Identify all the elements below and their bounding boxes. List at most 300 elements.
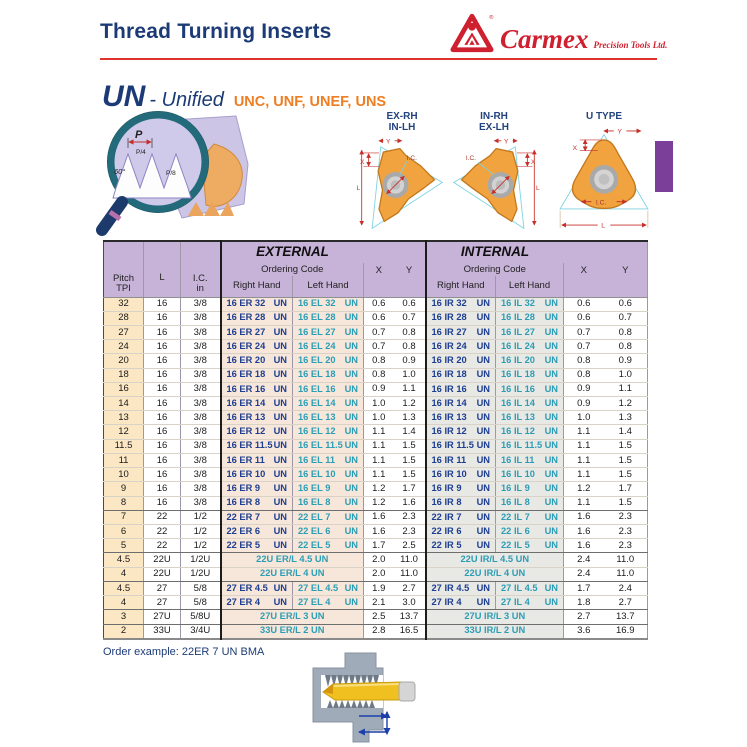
int-code-cell: 27U IR/L 3 UN <box>426 610 564 624</box>
int-right-hand-cell: 16 IR 16 UN <box>426 382 496 396</box>
ic-cell: 3/8 <box>181 425 221 439</box>
int-x-cell: 1.6 <box>564 539 604 553</box>
int-x-cell: 0.6 <box>564 311 604 325</box>
int-left-hand-cell: 16 IL 10 UN <box>496 468 564 482</box>
table-row <box>104 354 648 368</box>
l-cell: 16 <box>144 453 181 467</box>
int-left-hand-cell: 16 IL 24 UN <box>496 340 564 354</box>
l-cell: 16 <box>144 354 181 368</box>
ext-x-cell: 1.2 <box>364 482 394 496</box>
l-cell: 22 <box>144 510 181 524</box>
l-cell: 27U <box>144 610 181 624</box>
table-body <box>104 297 648 639</box>
int-y-cell: 1.5 <box>604 496 648 510</box>
ic-cell: 1/2 <box>181 510 221 524</box>
ext-x-cell: 1.7 <box>364 539 394 553</box>
ic-cell: 3/8 <box>181 368 221 382</box>
ext-y-cell: 2.3 <box>394 510 426 524</box>
section-header-internal-filler <box>564 241 648 263</box>
pitch-cell: 13 <box>104 411 144 425</box>
catalog-section-tab <box>655 141 673 192</box>
ext-y-cell: 0.8 <box>394 340 426 354</box>
inserts-table <box>103 240 648 640</box>
ext-right-hand-cell: 16 ER 9 UN <box>221 482 293 496</box>
l-cell: 16 <box>144 368 181 382</box>
pitch-cell: 4 <box>104 596 144 610</box>
ext-right-hand-cell: 22 ER 6 UN <box>221 525 293 539</box>
int-y-cell: 0.6 <box>604 297 648 311</box>
dim-ic-label: I.C. <box>595 199 607 207</box>
ic-cell: 3/4U <box>181 624 221 639</box>
insert-in-label-line2: EX-LH <box>479 122 509 133</box>
int-x-cell: 1.1 <box>564 439 604 453</box>
ext-right-hand-cell: 16 ER 16 UN <box>221 382 293 396</box>
pitch-cell: 4.5 <box>104 553 144 567</box>
ic-cell: 5/8 <box>181 581 221 595</box>
ext-left-hand-cell: 16 EL 16 UN <box>293 382 364 396</box>
ic-cell: 1/2U <box>181 567 221 581</box>
ic-cell: 5/8 <box>181 596 221 610</box>
col-header-int-right-hand: Right Hand <box>426 276 496 297</box>
insert-ex-label-line2: IN-LH <box>388 122 416 133</box>
series-name: - Unified <box>149 89 224 111</box>
ic-cell: 3/8 <box>181 325 221 339</box>
dim-y-label: Y <box>617 128 622 136</box>
int-right-hand-cell: 16 IR 12 UN <box>426 425 496 439</box>
ic-cell: 3/8 <box>181 453 221 467</box>
ic-cell: 3/8 <box>181 411 221 425</box>
ext-x-cell: 0.8 <box>364 368 394 382</box>
ext-left-hand-cell: 27 EL 4.5 UN <box>293 581 364 595</box>
ic-cell: 1/2 <box>181 525 221 539</box>
int-y-cell: 2.3 <box>604 510 648 524</box>
threading-operation-illustration <box>303 642 433 744</box>
ext-x-cell: 1.1 <box>364 453 394 467</box>
int-right-hand-cell: 16 IR 10 UN <box>426 468 496 482</box>
int-x-cell: 3.6 <box>577 625 591 637</box>
ext-y-cell: 1.4 <box>394 425 426 439</box>
table-row <box>104 340 648 354</box>
int-y-cell: 1.1 <box>604 382 648 396</box>
l-cell: 27 <box>144 581 181 595</box>
ext-left-hand-cell: 16 EL 18 UN <box>293 368 364 382</box>
ext-x-cell: 1.1 <box>364 439 394 453</box>
int-x-cell: 1.1 <box>564 496 604 510</box>
ext-x-cell: 0.7 <box>364 325 394 339</box>
ext-y-cell: 1.5 <box>394 439 426 453</box>
ext-left-hand-cell: 16 EL 11.5 UN <box>293 439 364 453</box>
int-y-cell: 0.7 <box>604 311 648 325</box>
col-header-int-x: X <box>564 263 604 297</box>
ext-x-cell: 2.8 <box>372 625 386 637</box>
int-left-hand-cell: 22 IL 5 UN <box>496 539 564 553</box>
l-cell: 16 <box>144 468 181 482</box>
int-right-hand-cell: 16 IR 20 UN <box>426 354 496 368</box>
int-x-cell: 1.0 <box>564 411 604 425</box>
col-header-ic: I.C. in <box>181 241 221 297</box>
int-code-cell: 33U IR/L 2 UN <box>426 624 564 639</box>
int-y-cell: 0.9 <box>604 354 648 368</box>
int-code-cell: 22U IR/L 4.5 UN <box>426 553 564 567</box>
ic-cell: 3/8 <box>181 439 221 453</box>
int-left-hand-cell: 22 IL 6 UN <box>496 525 564 539</box>
ic-cell: 3/8 <box>181 496 221 510</box>
ext-left-hand-cell: 16 EL 13 UN <box>293 411 364 425</box>
ic-cell: 3/8 <box>181 397 221 411</box>
int-x-cell: 0.8 <box>564 354 604 368</box>
ext-left-hand-cell: 16 EL 27 UN <box>293 325 364 339</box>
table-row <box>104 382 648 396</box>
ext-code-cell: 33U ER/L 2 UN <box>221 624 364 639</box>
col-header-int-y: Y <box>604 263 648 297</box>
l-cell: 16 <box>144 382 181 396</box>
ext-x-cell: 2.1 <box>364 596 394 610</box>
int-y-cell: 2.3 <box>604 525 648 539</box>
int-right-hand-cell: 16 IR 24 UN <box>426 340 496 354</box>
pitch-cell: 20 <box>104 354 144 368</box>
int-x-cell: 0.6 <box>564 297 604 311</box>
int-y-cell: 2.4 <box>604 581 648 595</box>
int-y-cell: 16.9 <box>604 624 648 639</box>
ext-y-cell: 1.5 <box>394 453 426 467</box>
int-left-hand-cell: 27 IL 4 UN <box>496 596 564 610</box>
ext-y-cell: 13.7 <box>394 610 426 624</box>
l-cell: 16 <box>144 340 181 354</box>
ext-right-hand-cell: 16 ER 28 UN <box>221 311 293 325</box>
ext-y-cell: 2.7 <box>394 581 426 595</box>
ext-x-cell: 1.0 <box>364 397 394 411</box>
insert-ex-drawing <box>350 133 454 237</box>
l-cell: 22U <box>144 553 181 567</box>
ext-left-hand-cell: 16 EL 28 UN <box>293 311 364 325</box>
thread-profile-illustration <box>96 106 266 238</box>
int-x-cell: 0.7 <box>564 325 604 339</box>
ext-y-cell: 1.6 <box>394 496 426 510</box>
dim-ic-label: I.C. <box>406 154 417 162</box>
col-header-ext-x: X <box>364 263 394 297</box>
int-left-hand-cell: 16 IL 11.5 UN <box>496 439 564 453</box>
int-left-hand-cell: 16 IL 13 UN <box>496 411 564 425</box>
l-cell: 16 <box>144 425 181 439</box>
table-row <box>104 468 648 482</box>
ext-x-cell: 0.9 <box>364 382 394 396</box>
ic-cell: 3/8 <box>181 297 221 311</box>
pitch-cell: 3 <box>104 610 144 624</box>
int-y-cell: 0.8 <box>604 325 648 339</box>
ext-right-hand-cell: 22 ER 5 UN <box>221 539 293 553</box>
pitch-cell: 28 <box>104 311 144 325</box>
ext-left-hand-cell: 16 EL 12 UN <box>293 425 364 439</box>
ic-cell: 1/2 <box>181 539 221 553</box>
ext-x-cell: 2.0 <box>364 553 394 567</box>
pitch-cell: 7 <box>104 510 144 524</box>
int-left-hand-cell: 16 IL 11 UN <box>496 453 564 467</box>
table-row <box>104 325 648 339</box>
ext-x-cell: 1.1 <box>364 425 394 439</box>
int-y-cell: 1.2 <box>604 397 648 411</box>
int-x-cell: 1.6 <box>564 510 604 524</box>
col-header-ordering-code-external: Ordering Code <box>221 263 364 276</box>
header-row-sections <box>104 241 648 263</box>
pitch-cell: 4.5 <box>104 581 144 595</box>
l-cell: 33U <box>144 624 181 639</box>
page-title: Thread Turning Inserts <box>100 20 332 43</box>
pitch-cell: 4 <box>104 567 144 581</box>
col-header-int-left-hand: Left Hand <box>496 276 564 297</box>
ext-left-hand-cell: 16 EL 10 UN <box>293 468 364 482</box>
ext-x-cell: 1.1 <box>364 468 394 482</box>
l-cell: 16 <box>144 482 181 496</box>
insert-u-drawing <box>550 122 658 234</box>
dim-ic-label: I.C. <box>465 154 476 162</box>
pitch-cell: 11 <box>104 453 144 467</box>
pitch-cell: 24 <box>104 340 144 354</box>
ext-x-cell: 1.2 <box>364 496 394 510</box>
int-left-hand-cell: 16 IL 14 UN <box>496 397 564 411</box>
insert-diagram-u-type <box>549 111 659 239</box>
dim-l-label: L <box>601 222 606 230</box>
insert-diagram-internal <box>441 111 547 242</box>
ext-right-hand-cell: 16 ER 24 UN <box>221 340 293 354</box>
int-right-hand-cell: 16 IR 11.5 UN <box>426 439 496 453</box>
carmex-logo <box>450 12 667 53</box>
ext-x-cell: 1.0 <box>364 411 394 425</box>
col-header-ext-right-hand: Right Hand <box>221 276 293 297</box>
insert-diagram-external <box>349 111 455 242</box>
series-code: UN <box>102 80 146 113</box>
ext-y-cell: 1.1 <box>394 382 426 396</box>
dim-l-label: L <box>356 185 361 193</box>
ic-cell: 3/8 <box>181 354 221 368</box>
int-left-hand-cell: 16 IL 9 UN <box>496 482 564 496</box>
int-x-cell: 1.6 <box>564 525 604 539</box>
int-y-cell: 13.7 <box>604 610 648 624</box>
int-y-cell: 1.7 <box>604 482 648 496</box>
int-y-cell: 11.0 <box>604 553 648 567</box>
int-y-cell: 11.0 <box>604 567 648 581</box>
int-y-cell: 0.8 <box>604 340 648 354</box>
ext-y-cell: 1.2 <box>394 397 426 411</box>
int-left-hand-cell: 16 IL 16 UN <box>496 382 564 396</box>
table-row <box>104 567 648 581</box>
int-left-hand-cell: 16 IL 28 UN <box>496 311 564 325</box>
ext-right-hand-cell: 16 ER 32 UN <box>221 297 293 311</box>
ext-y-cell: 11.0 <box>394 553 426 567</box>
int-x-cell: 2.4 <box>564 567 604 581</box>
registered-mark: ® <box>489 15 494 22</box>
section-header-external: EXTERNAL <box>221 241 364 263</box>
l-cell: 16 <box>144 397 181 411</box>
int-x-cell: 1.2 <box>564 482 604 496</box>
pitch-cell: 32 <box>104 297 144 311</box>
ext-y-cell: 1.3 <box>394 411 426 425</box>
ext-x-cell: 0.6 <box>364 297 394 311</box>
int-left-hand-cell: 27 IL 4.5 UN <box>496 581 564 595</box>
pitch-cell: 11.5 <box>104 439 144 453</box>
int-right-hand-cell: 16 IR 14 UN <box>426 397 496 411</box>
int-right-hand-cell: 16 IR 11 UN <box>426 453 496 467</box>
int-right-hand-cell: 22 IR 6 UN <box>426 525 496 539</box>
int-right-hand-cell: 27 IR 4.5 UN <box>426 581 496 595</box>
int-left-hand-cell: 22 IL 7 UN <box>496 510 564 524</box>
dim-x-label: X <box>572 144 578 152</box>
ext-x-cell: 2.0 <box>364 567 394 581</box>
ext-right-hand-cell: 16 ER 18 UN <box>221 368 293 382</box>
ic-cell: 3/8 <box>181 340 221 354</box>
int-x-cell: 1.1 <box>564 425 604 439</box>
pitch-cell: 9 <box>104 482 144 496</box>
carmex-logo-icon <box>450 12 494 53</box>
int-x-cell: 0.7 <box>564 340 604 354</box>
int-left-hand-cell: 16 IL 20 UN <box>496 354 564 368</box>
ext-code-cell: 22U ER/L 4 UN <box>221 567 364 581</box>
col-header-ext-left-hand: Left Hand <box>293 276 364 297</box>
dim-p4-label: P/4 <box>136 149 146 156</box>
pitch-cell: 6 <box>104 525 144 539</box>
table-row <box>104 496 648 510</box>
pitch-cell: 12 <box>104 425 144 439</box>
insert-u-label: U TYPE <box>585 111 623 122</box>
int-right-hand-cell: 16 IR 9 UN <box>426 482 496 496</box>
ext-y-cell: 0.7 <box>394 311 426 325</box>
table-row <box>104 439 648 453</box>
ext-left-hand-cell: 16 EL 8 UN <box>293 496 364 510</box>
table-row <box>104 425 648 439</box>
int-x-cell: 2.7 <box>564 610 604 624</box>
ext-right-hand-cell: 16 ER 11 UN <box>221 453 293 467</box>
ext-x-cell: 1.6 <box>364 525 394 539</box>
ext-right-hand-cell: 27 ER 4 UN <box>221 596 293 610</box>
brand-tagline: Precision Tools Ltd. <box>593 40 668 50</box>
int-y-cell: 2.3 <box>604 539 648 553</box>
ext-right-hand-cell: 22 ER 7 UN <box>221 510 293 524</box>
int-x-cell: 1.1 <box>564 468 604 482</box>
table-row <box>104 411 648 425</box>
ext-y-cell: 3.0 <box>394 596 426 610</box>
ext-left-hand-cell: 16 EL 24 UN <box>293 340 364 354</box>
ext-y-cell: 0.8 <box>394 325 426 339</box>
table-row <box>104 525 648 539</box>
int-y-cell: 1.0 <box>604 368 648 382</box>
ic-cell: 3/8 <box>181 382 221 396</box>
ext-y-cell: 0.6 <box>394 297 426 311</box>
table-row <box>104 510 648 524</box>
col-header-pitch: Pitch TPI <box>104 241 144 297</box>
int-left-hand-cell: 16 IL 27 UN <box>496 325 564 339</box>
int-x-cell: 1.8 <box>564 596 604 610</box>
ext-y-cell: 0.9 <box>394 354 426 368</box>
l-cell: 16 <box>144 496 181 510</box>
ext-left-hand-cell: 16 EL 11 UN <box>293 453 364 467</box>
table-row <box>104 297 648 311</box>
int-code-cell: 22U IR/L 4 UN <box>426 567 564 581</box>
int-x-cell: 1.1 <box>564 453 604 467</box>
pitch-cell: 14 <box>104 397 144 411</box>
int-x-cell: 2.4 <box>564 553 604 567</box>
pitch-cell: 18 <box>104 368 144 382</box>
section-header-external-filler <box>364 241 426 263</box>
l-cell: 27 <box>144 596 181 610</box>
ext-right-hand-cell: 16 ER 14 UN <box>221 397 293 411</box>
ext-left-hand-cell: 22 EL 6 UN <box>293 525 364 539</box>
ext-x-cell: 1.9 <box>364 581 394 595</box>
dim-y-label: Y <box>503 138 509 146</box>
int-x-cell: 0.9 <box>564 382 604 396</box>
pitch-cell: 16 <box>104 382 144 396</box>
ext-x-cell: 1.6 <box>364 510 394 524</box>
col-header-ordering-code-internal: Ordering Code <box>426 263 564 276</box>
ext-left-hand-cell: 27 EL 4 UN <box>293 596 364 610</box>
ext-x-cell: 0.6 <box>364 311 394 325</box>
table-row <box>104 539 648 553</box>
ext-left-hand-cell: 16 EL 9 UN <box>293 482 364 496</box>
brand-name: Carmex <box>500 24 589 54</box>
table-row <box>104 596 648 610</box>
ext-y-cell: 16.5 <box>394 624 426 639</box>
ext-x-cell: 0.7 <box>364 340 394 354</box>
table-row <box>104 311 648 325</box>
int-left-hand-cell: 16 IL 32 UN <box>496 297 564 311</box>
l-cell: 16 <box>144 411 181 425</box>
l-cell: 22 <box>144 525 181 539</box>
int-y-cell: 2.7 <box>604 596 648 610</box>
table-row <box>104 610 648 624</box>
int-right-hand-cell: 16 IR 27 UN <box>426 325 496 339</box>
ext-x-cell: 0.8 <box>364 354 394 368</box>
int-right-hand-cell: 16 IR 28 UN <box>426 311 496 325</box>
int-y-cell: 1.5 <box>604 453 648 467</box>
ext-right-hand-cell: 16 ER 13 UN <box>221 411 293 425</box>
ext-y-cell: 1.0 <box>394 368 426 382</box>
col-header-l: L <box>144 241 181 297</box>
pitch-cell: 10 <box>104 468 144 482</box>
int-y-cell: 1.3 <box>604 411 648 425</box>
pitch-cell: 27 <box>104 325 144 339</box>
table-row <box>104 397 648 411</box>
ext-right-hand-cell: 16 ER 27 UN <box>221 325 293 339</box>
dim-p-label: P <box>135 129 143 141</box>
table-row <box>104 368 648 382</box>
ext-code-cell: 22U ER/L 4.5 UN <box>221 553 364 567</box>
pitch-cell: 8 <box>104 496 144 510</box>
table-row <box>104 482 648 496</box>
int-right-hand-cell: 16 IR 32 UN <box>426 297 496 311</box>
int-y-cell: 1.4 <box>604 425 648 439</box>
ext-right-hand-cell: 16 ER 20 UN <box>221 354 293 368</box>
int-y-cell: 1.5 <box>604 468 648 482</box>
insert-in-drawing <box>442 133 546 237</box>
l-cell: 16 <box>144 311 181 325</box>
l-cell: 16 <box>144 325 181 339</box>
int-right-hand-cell: 16 IR 8 UN <box>426 496 496 510</box>
int-x-cell: 0.9 <box>564 397 604 411</box>
int-right-hand-cell: 22 IR 7 UN <box>426 510 496 524</box>
l-cell: 22 <box>144 539 181 553</box>
ext-y-cell: 11.0 <box>394 567 426 581</box>
int-right-hand-cell: 16 IR 13 UN <box>426 411 496 425</box>
insert-ex-label-line1: EX-RH <box>386 111 418 122</box>
dim-x-label: X <box>359 159 365 167</box>
dim-x-label: X <box>530 159 536 167</box>
table-row <box>104 581 648 595</box>
order-example: Order example: 22ER 7 UN BMA <box>103 646 265 658</box>
int-left-hand-cell: 16 IL 12 UN <box>496 425 564 439</box>
int-right-hand-cell: 27 IR 4 UN <box>426 596 496 610</box>
ic-cell: 3/8 <box>181 311 221 325</box>
ext-right-hand-cell: 16 ER 10 UN <box>221 468 293 482</box>
ext-y-cell: 1.5 <box>394 468 426 482</box>
l-cell: 22U <box>144 567 181 581</box>
